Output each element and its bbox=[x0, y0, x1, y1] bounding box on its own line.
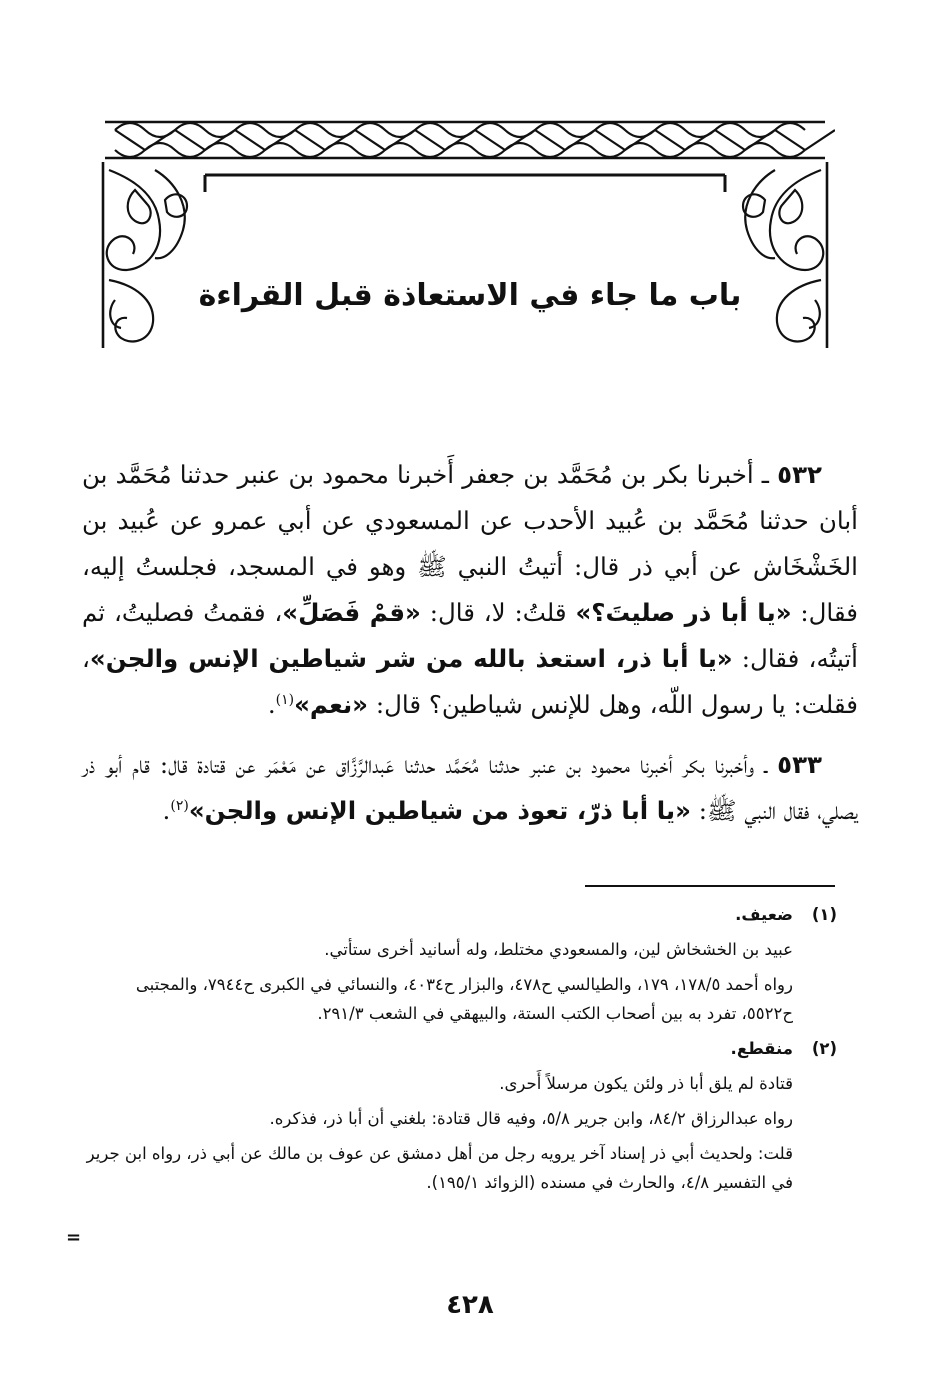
prophetic-quote: «قمْ فَصَلِّ» bbox=[282, 598, 421, 627]
footnote-ref: (١) bbox=[275, 691, 295, 708]
footnote-line: قلت: ولحديث أبي ذر إسناد آخر يرويه رجل من أهل دمشق عن عوف بن مالك عن أبي ذر، رواه ابن جرير في التفسير ٤/٨، والحارث في مسنده (الزوائد ١٩٥/١). bbox=[86, 1144, 793, 1192]
sentence-end: . bbox=[267, 690, 276, 719]
footnote-line: رواه عبدالرزاق ٨٤/٢، وابن جرير ٥/٨، وفيه قال قتادة: بلغني أن أبا ذر، فذكره. bbox=[269, 1109, 793, 1128]
hadith-533 bbox=[82, 742, 858, 834]
footnote-line: رواه أحمد ١٧٨/٥، ١٧٩، والطيالسي ح٤٧٨، والبزار ح٤٠٣٤، والنسائي في الكبرى ح٧٩٤٤، والمجتبى ح٥٥٢٢، تفرد به بين أصحاب الكتب الستة، والبيهقي في الشعب ٢٩١/٣. bbox=[135, 975, 793, 1023]
prophetic-quote: «يا أبا ذر صليتَ؟» bbox=[575, 598, 792, 627]
footnote-divider bbox=[585, 885, 835, 887]
sentence-end: . bbox=[162, 796, 171, 825]
prophetic-quote: «نعم» bbox=[294, 690, 369, 719]
footnote-grade: منقطع. bbox=[730, 1039, 793, 1058]
footnote-number: (١) bbox=[811, 905, 837, 924]
hadith-number: ٥٣٢ bbox=[777, 460, 823, 489]
hadith-text: ـ وأخبرنا بكر أخبرنا محمود بن عنبر حدثنا مُحَمَّد حدثنا عَبدالرَّزَّاق عن مَعْمَر عن قتادة قال: قام أبو ذر يصلي، فقال النبي ﷺ: bbox=[82, 750, 858, 825]
chapter-title: باب ما جاء في الاستعاذة قبل القراءة bbox=[198, 278, 742, 313]
hadith-number: ٥٣٣ bbox=[777, 750, 822, 779]
footnote-2 bbox=[80, 1034, 837, 1197]
footnote-1 bbox=[80, 900, 837, 1028]
footnote-line: قتادة لم يلق أبا ذر ولئن يكون مرسلاً أَحرى. bbox=[499, 1074, 793, 1093]
hadith-532 bbox=[82, 452, 858, 728]
page-number: ٤٢٨ bbox=[446, 1290, 494, 1320]
hadith-body bbox=[82, 452, 858, 848]
hadith-text: ، فقمتُ فصليتُ، ثم أتيتُه، فقال: bbox=[82, 598, 858, 673]
continuation-mark: = bbox=[66, 1227, 82, 1248]
footnote-ref: (٢) bbox=[170, 797, 189, 814]
footnote-number: (٢) bbox=[811, 1039, 837, 1058]
prophetic-quote: «يا أبا ذرّ، تعوذ من شياطين الإنس والجن» bbox=[188, 796, 691, 825]
hadith-text: ـ أخبرنا بكر بن مُحَمَّد بن جعفر أَخبرنا محمود بن عنبر حدثنا مُحَمَّد بن أبان حدثنا مُحَمَّد بن عُبيد الأحدب عن المسعودي عن أبي عمرو عن عُبيد بن الخَشْخَاش عن أبي ذر قال: أتيتُ النبي ﷺ وهو في المسجد، فجلستُ إليه، فقال: bbox=[82, 460, 859, 627]
hadith-text: ، فقلت: يا رسول اللّه، وهل للإنس شياطين؟ قال: bbox=[82, 644, 858, 719]
footnotes bbox=[80, 900, 837, 1197]
prophetic-quote: «يا أبا ذر، استعذ بالله من شر شياطين الإنس والجن» bbox=[89, 644, 733, 673]
hadith-text: قلتُ: لا، قال: bbox=[429, 598, 567, 627]
footnote-line: عبيد بن الخشخاش لين، والمسعودي مختلط، وله أسانيد أخرى ستأتي. bbox=[324, 940, 793, 959]
footnote-grade: ضعيف. bbox=[735, 905, 793, 924]
